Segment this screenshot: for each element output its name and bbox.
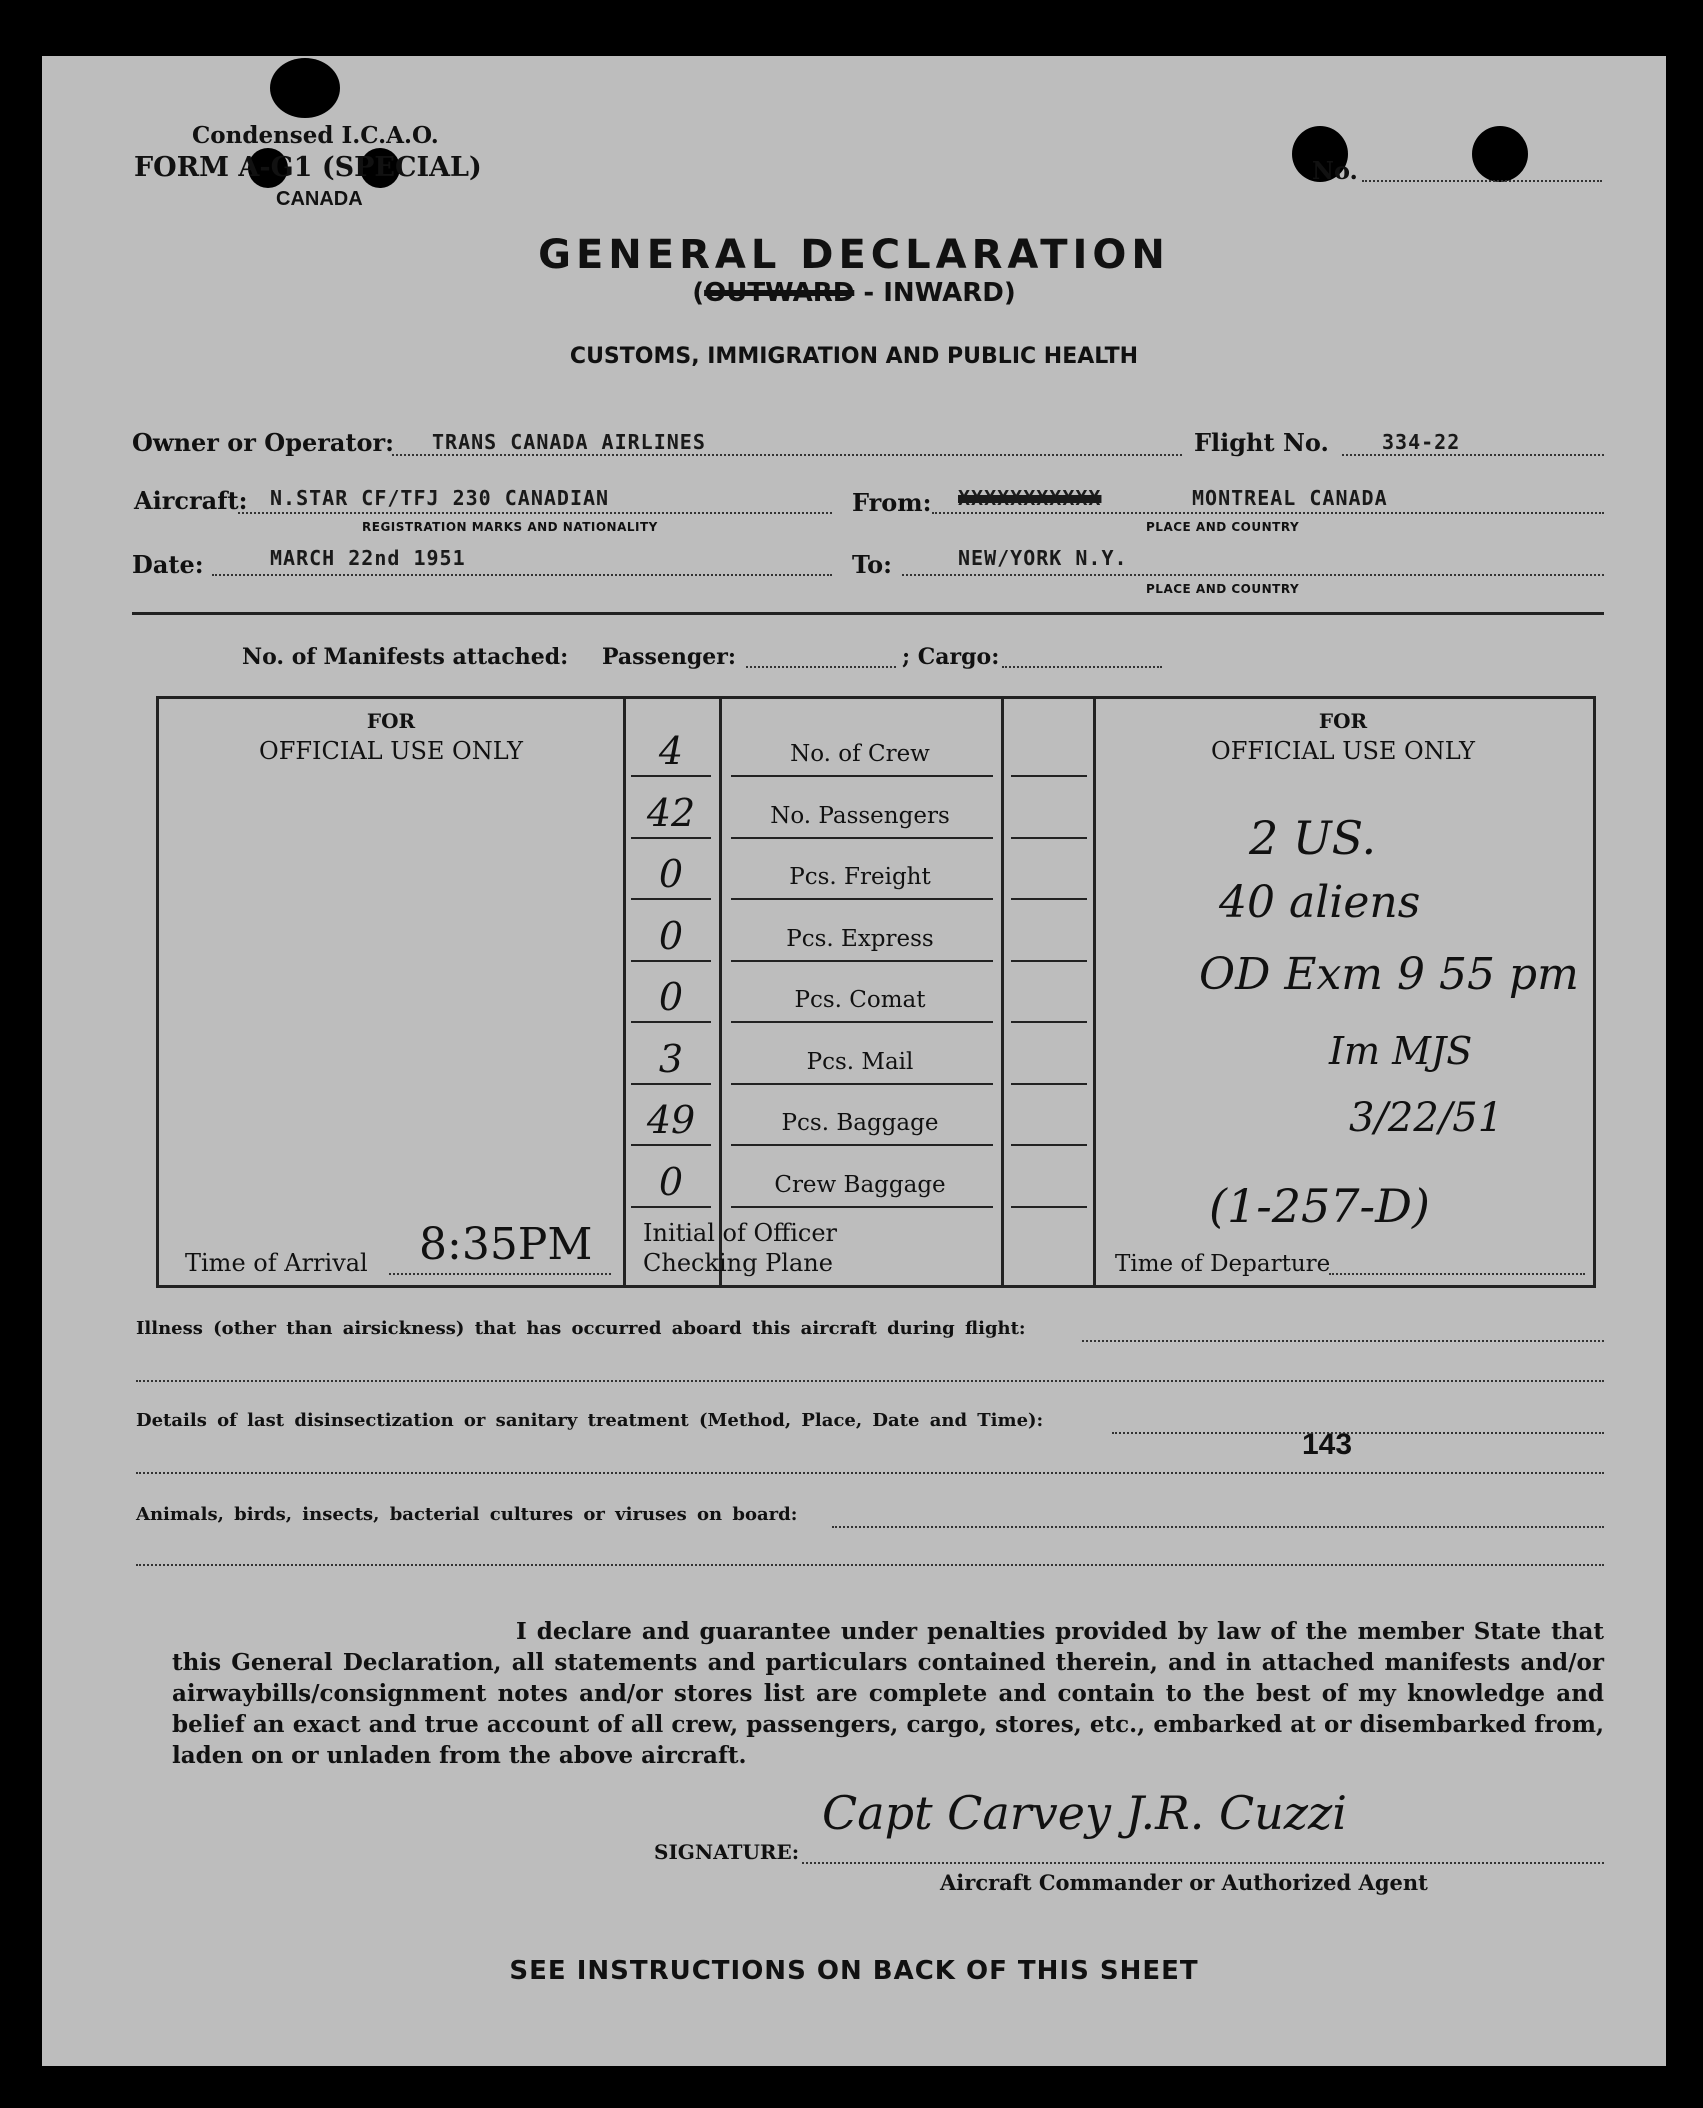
signature-line [802,1862,1604,1864]
from-caption: PLACE AND COUNTRY [1146,520,1300,534]
from-struck: XXXXXXXXXXX [958,486,1102,510]
official-row-check-rule [1011,960,1087,962]
departure-label: Time of Departure [1115,1251,1331,1277]
footer-instructions: SEE INSTRUCTIONS ON BACK OF THIS SHEET [509,1956,1199,1986]
official-row-value: 0 [658,975,684,1019]
animals-line-1 [832,1526,1604,1528]
initial-label-2: Checking Plane [643,1249,833,1277]
manifests-label [242,644,736,670]
disinsect-value: 143 [1302,1428,1353,1461]
official-row-check-rule [1011,1021,1087,1023]
date-value: MARCH 22nd 1951 [270,546,466,570]
date-line [212,574,832,576]
official-row-label: Crew Baggage [774,1171,946,1198]
official-row-rule [731,960,993,962]
no-label: No. [1312,156,1358,185]
from-label: From: [852,488,932,517]
header-rule [132,612,1604,615]
illness-line-1 [1082,1340,1604,1342]
declaration-form [42,56,1666,2066]
official-row-check-rule [1011,1206,1087,1208]
disinsect-line-1 [1112,1432,1604,1434]
handnote-1: 2 US. [1249,811,1377,865]
form-line2: FORM A-G1 (SPECIAL) [134,152,482,183]
official-row-value: 4 [658,729,684,773]
departure-note: (1-257-D) [1209,1179,1430,1233]
official-row-label: Pcs. Comat [794,987,926,1013]
official-row-label: No. Passengers [770,802,950,829]
disinsect-line-2 [136,1472,1604,1474]
passenger-line [746,666,896,668]
outward-struck: OUTWARD [704,278,855,308]
animals-line-2 [136,1564,1604,1566]
departure-line [1329,1273,1585,1275]
aircraft-label: Aircraft: [134,486,248,515]
left-official: OFFICIAL USE ONLY [259,737,523,765]
official-row-check-rule [1011,1083,1087,1085]
official-row-check-rule [1011,1144,1087,1146]
official-row-value-rule [631,898,711,900]
official-row-value-rule [631,1206,711,1208]
arrival-line [389,1273,611,1275]
cargo-line [1002,666,1162,668]
official-row-label: Pcs. Baggage [781,1110,939,1136]
left-for: FOR [366,709,416,733]
form-direction [42,278,1666,308]
official-row-value-rule [631,837,711,839]
official-row-value-rule [631,1144,711,1146]
official-row-label: No. of Crew [790,741,930,767]
official-row-value: 3 [658,1036,684,1081]
flight-line [1342,454,1604,456]
official-row-check-rule [1011,898,1087,900]
form-title: GENERAL DECLARATION [538,232,1170,278]
aircraft-value: N.STAR CF/TFJ 230 CANADIAN [270,486,610,510]
official-row-check-rule [1011,837,1087,839]
no-line [1362,180,1602,182]
owner-line [392,454,1182,456]
official-row-rule [731,1206,993,1208]
owner-value: TRANS CANADA AIRLINES [432,430,706,454]
form-line3: CANADA [276,188,363,210]
from-value: MONTREAL CANADA [1192,486,1388,510]
paren-close: ) [1003,278,1016,308]
punch-hole-left [270,58,340,118]
illness-label: Illness (other than airsickness) that has occurred aboard this aircraft during flight: [136,1318,1026,1339]
from-line [932,512,1604,514]
right-official: OFFICIAL USE ONLY [1211,737,1475,765]
official-row-label: Pcs. Mail [806,1048,914,1075]
official-row-rule [731,898,993,900]
box-divider-right [1093,699,1096,1285]
arrival-label: Time of Arrival [185,1249,368,1277]
official-row-rule [731,1083,993,1085]
official-row-value: 0 [658,1159,684,1204]
signature-value: Capt Carvey J.R. Cuzzi [822,1786,1347,1840]
official-row-label: Pcs. Freight [789,864,931,890]
paren-open: ( [692,278,705,308]
handnote-4: Im MJS [1329,1029,1473,1073]
flight-value: 334-22 [1382,430,1461,454]
manifests-label-text: No. of Manifests attached: [242,644,569,670]
official-row-check-rule [1011,775,1087,777]
official-row-value: 0 [658,852,684,896]
official-row-value: 0 [658,913,684,958]
punch-hole-right-2 [1472,126,1528,182]
form-subtitle: CUSTOMS, IMMIGRATION AND PUBLIC HEALTH [569,344,1139,369]
initial-label-1: Initial of Officer [643,1219,838,1247]
official-row-label: Pcs. Express [786,925,934,952]
handnote-5: 3/22/51 [1349,1095,1504,1141]
illness-line-2 [136,1380,1604,1382]
official-row-rule [731,837,993,839]
to-value: NEW/YORK N.Y. [958,546,1128,570]
official-box [156,696,1596,1288]
owner-label: Owner or Operator: [132,428,395,457]
handnote-3: OD Exm 9 55 pm [1199,949,1579,1000]
declaration-text: I declare and guarantee under penalties provided by law of the member State that this General Declaration, all statements and particulars contained therein, and in attached manifests and/or airwaybills/consignment notes and/or stores list are complete and contain to the best of my knowledge and belief an exact and true account of all crew, passengers, cargo, stores, etc., embarked at or disembarked from, laden on or unladen from the above aircraft. [172,1618,1604,1769]
signature-label: SIGNATURE: [654,1840,800,1864]
inward-label: - INWARD [863,278,1004,308]
cargo-label: ; Cargo: [902,644,1000,670]
official-row-rule [731,1021,993,1023]
aircraft-line [238,512,832,514]
official-row-value: 42 [646,790,696,835]
aircraft-caption: REGISTRATION MARKS AND NATIONALITY [362,520,658,534]
official-row-value-rule [631,775,711,777]
to-label: To: [852,550,892,579]
date-label: Date: [132,550,204,579]
right-for: FOR [1318,709,1368,733]
to-line [902,574,1604,576]
flight-label: Flight No. [1194,428,1329,457]
disinsect-label: Details of last disinsectization or sanitary treatment (Method, Place, Date and Time): [136,1410,1044,1431]
signature-caption: Aircraft Commander or Authorized Agent [940,1870,1428,1895]
to-caption: PLACE AND COUNTRY [1146,582,1300,596]
official-row-value-rule [631,1021,711,1023]
official-row-value-rule [631,1083,711,1085]
handnote-2: 40 aliens [1219,877,1421,928]
animals-label: Animals, birds, insects, bacterial cultures or viruses on board: [136,1504,798,1525]
official-row-rule [731,775,993,777]
official-row-value-rule [631,960,711,962]
form-line1: Condensed I.C.A.O. [192,122,439,149]
arrival-value: 8:35PM [419,1219,593,1270]
official-row-value: 49 [646,1098,696,1142]
passenger-label: Passenger: [601,644,736,670]
official-row-rule [731,1144,993,1146]
